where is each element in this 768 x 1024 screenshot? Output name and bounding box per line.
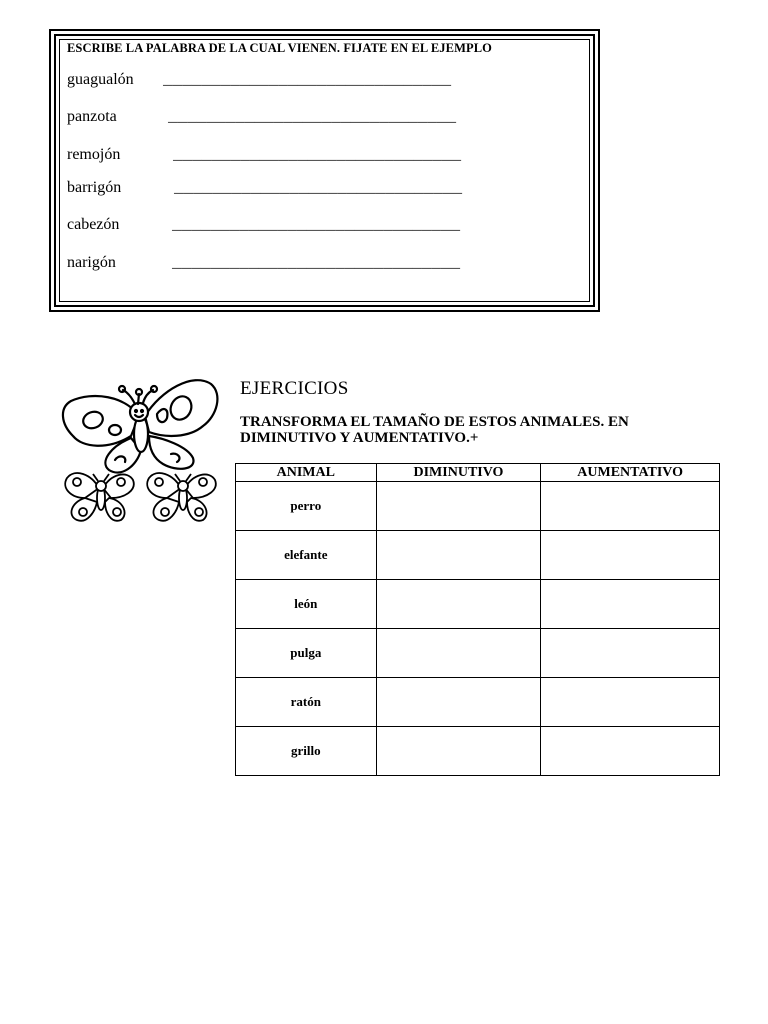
answer-line[interactable]: ______________________________	[172, 216, 461, 234]
exercise-instruction: TRANSFORMA EL TAMAÑO DE ESTOS ANIMALES. EN DIMINUTIVO Y AUMENTATIVO.+	[240, 414, 629, 446]
aumentativo-cell[interactable]	[541, 629, 720, 678]
aumentativo-cell[interactable]	[541, 727, 720, 776]
aumentativo-cell[interactable]	[541, 482, 720, 531]
diminutivo-cell[interactable]	[376, 580, 541, 629]
animal-cell: ratón	[236, 678, 377, 727]
exercise-title: EJERCICIOS	[240, 378, 349, 399]
table-row	[236, 482, 720, 531]
animal-cell: perro	[236, 482, 377, 531]
butterflies-icon	[53, 366, 225, 528]
word-origin-box	[49, 29, 600, 312]
box-instruction: ESCRIBE LA PALABRA DE LA CUAL VIENEN. FIJATE EN EL EJEMPLO	[67, 41, 492, 55]
aumentativo-cell[interactable]	[541, 580, 720, 629]
table-row	[236, 531, 720, 580]
header-aumentativo: AUMENTATIVO	[541, 464, 720, 482]
table-header-row	[236, 464, 720, 482]
diminutivo-cell[interactable]	[376, 531, 541, 580]
table-row	[236, 580, 720, 629]
answer-line[interactable]: ______________________________	[172, 254, 461, 272]
answer-line[interactable]: ______________________________	[163, 71, 452, 89]
diminutivo-cell[interactable]	[376, 629, 541, 678]
diminutivo-cell[interactable]	[376, 482, 541, 531]
word-label: guagualón	[67, 71, 134, 88]
header-diminutivo: DIMINUTIVO	[376, 464, 541, 482]
word-label: narigón	[67, 254, 116, 271]
aumentativo-cell[interactable]	[541, 531, 720, 580]
answer-line[interactable]: ______________________________	[174, 179, 463, 197]
table-row	[236, 727, 720, 776]
animal-cell: león	[236, 580, 377, 629]
word-label: cabezón	[67, 216, 120, 233]
header-animal: ANIMAL	[236, 464, 377, 482]
word-label: panzota	[67, 108, 117, 125]
animal-table	[235, 463, 720, 776]
table-row	[236, 678, 720, 727]
answer-line[interactable]: ______________________________	[173, 146, 462, 164]
word-label: remojón	[67, 146, 121, 163]
animal-cell: elefante	[236, 531, 377, 580]
table-row	[236, 629, 720, 678]
aumentativo-cell[interactable]	[541, 678, 720, 727]
animal-cell: pulga	[236, 629, 377, 678]
animal-cell: grillo	[236, 727, 377, 776]
answer-line[interactable]: ______________________________	[168, 108, 457, 126]
diminutivo-cell[interactable]	[376, 727, 541, 776]
word-label: barrigón	[67, 179, 122, 196]
diminutivo-cell[interactable]	[376, 678, 541, 727]
